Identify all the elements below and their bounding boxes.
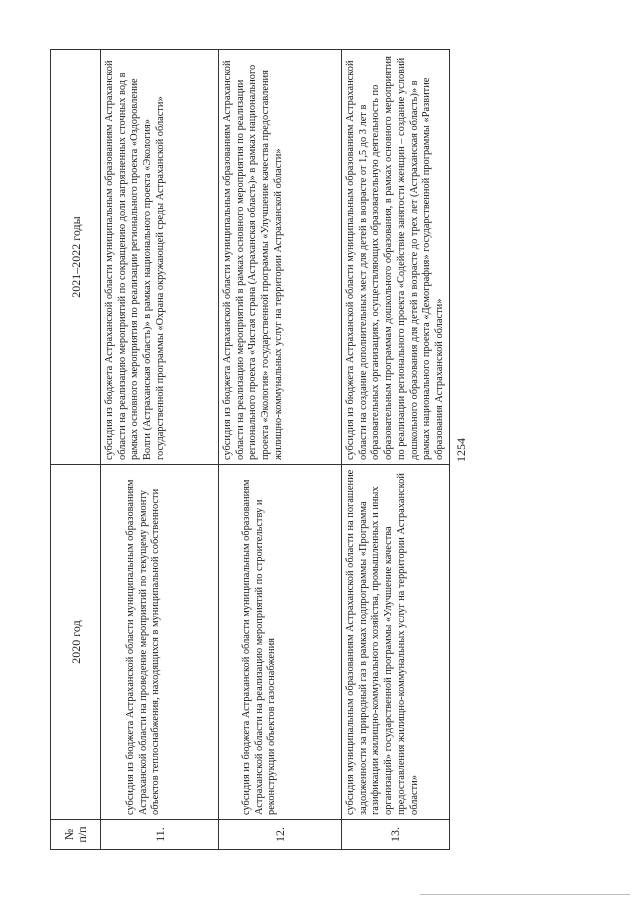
row-number: 12. [219,820,342,850]
rotated-document-page [50,50,610,850]
table-header-row [51,50,101,850]
table-row [101,50,219,850]
cell-2021-2022: субсидия из бюджета Астраханской области муниципальным образованиям Астраханской области на реализацию мероприятий в рамках основного мероприятия по реализации регионального проекта «Чистая страна (Астраханская область)» в рамках национального проекта «Экология» государственной программы «Улучшение качества предоставления жилищно-коммунальных услуг на территории Астраханской области» [219,50,342,465]
table-row [219,50,342,850]
header-num: № п/п [51,820,101,850]
scan-edge-line [420,894,630,895]
cell-2020: субсидия муниципальным образованиям Астраханской области на погашение задолженности за природный газ в рамках подпрограммы «Программа газификации жилищно-коммунального хозяйства, промышленных и иных организаций» государственной программы «Улучшение качества предоставления жилищно-коммунальных услуг на территории Астраханской области» [342,465,450,820]
header-2020: 2020 год [51,465,101,820]
cell-2021-2022: субсидия из бюджета Астраханской области муниципальным образованиям Астраханской области на реализацию мероприятий по сокращению доли загрязненных сточных вод в рамках основного мероприятия по реализации регионального проекта «Оздоровление Волги (Астраханская область)» в рамках национального проекта «Экология» государственной программы «Охрана окружающей среды Астраханской области» [101,50,219,465]
cell-2021-2022: субсидия из бюджета Астраханской области муниципальным образованиям Астраханской области на создание дополнительных мест для детей в возрасте от 1,5 до 3 лет в образовательных организациях, осуществляющих образовательную деятельность по образовательным программам дошкольного образования, в рамках основного мероприятия по реализации регионального проекта «Содействие занятости женщин – создание условий дошкольного образования для детей в возрасте до трех лет (Астраханская область)» в рамках национального проекта «Демография» государственной программы «Развитие образования Астраханской области» [342,50,450,465]
row-number: 13. [342,820,450,850]
row-number: 11. [101,820,219,850]
subsidy-table [50,49,450,850]
header-2021-2022: 2021–2022 годы [51,50,101,465]
table-row [342,50,450,850]
page-number: 1254 [454,438,468,462]
cell-2020: субсидия из бюджета Астраханской области муниципальным образованиям Астраханской области на реализацию мероприятий по строительству и реконструкции объектов газоснабжения [219,465,342,820]
cell-2020: субсидия из бюджета Астраханской области муниципальным образованиям Астраханской области на проведение мероприятий по текущему ремонту объектов теплоснабжения, находящихся в муниципальной собственности [101,465,219,820]
